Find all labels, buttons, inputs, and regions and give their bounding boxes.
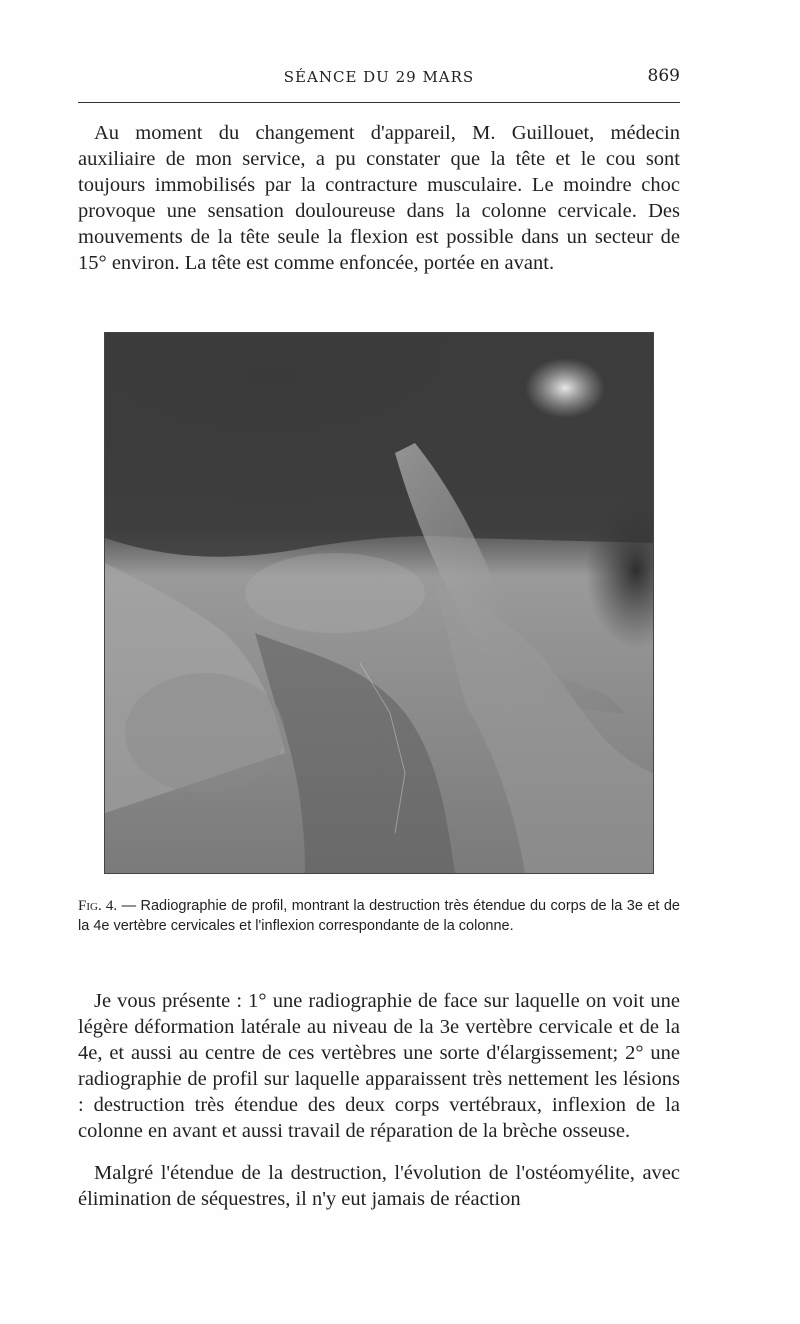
figure-caption (78, 896, 680, 936)
paragraph-3: Malgré l'étendue de la destruction, l'évolution de l'ostéomyélite, avec élimination de séquestres, il n'y eut jamais de réaction (78, 1162, 680, 1210)
paragraph-1: Au moment du changement d'appareil, M. Guillouet, médecin auxiliaire de mon service, a pu constater que la tête et le cou sont toujours immobilisés par la contracture musculaire. Le moindre choc provoque une sensation douloureuse dans la colonne cervicale. Des mouvements de la tête seule la flexion est possible dans un secteur de 15° environ. La tête est comme enfoncée, portée en avant. (78, 122, 680, 274)
running-head (78, 64, 680, 90)
header-rule (78, 102, 680, 103)
radiograph-figure (104, 332, 654, 874)
radiograph-image (105, 333, 653, 873)
paragraph-2: Je vous présente : 1° une radiographie de face sur laquelle on voit une légère déformation latérale au niveau de la 3e vertèbre cervicale et de la 4e, et aussi au centre de ces vertèbres une sorte d'élargissement; 2° une radiographie de profil sur laquelle apparaissent très nettement les lésions : destruction très étendue des deux corps vertébraux, inflexion de la colonne en avant et aussi travail de réparation de la brèche osseuse. (78, 990, 680, 1142)
figure-label: Fig. 4. (78, 898, 118, 914)
running-title: SÉANCE DU 29 MARS (283, 68, 475, 86)
figure-caption-text: — Radiographie de profil, montrant la destruction très étendue du corps de la 3e et de la 4e vertèbre cervicales et l'inflexion correspondante de la colonne. (78, 898, 680, 934)
page-number: 869 (647, 66, 680, 86)
